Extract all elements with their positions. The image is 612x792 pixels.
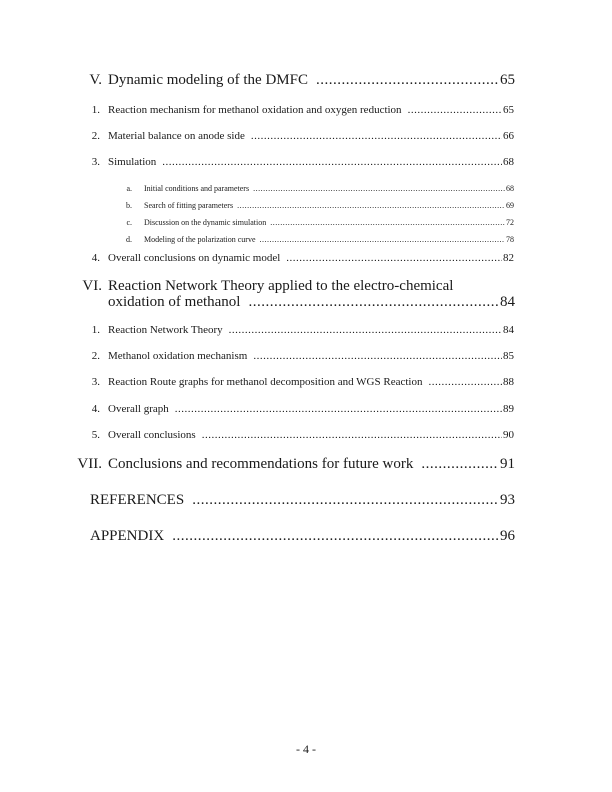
toc-leader bbox=[428, 376, 502, 388]
toc-title: Initial conditions and parameters bbox=[144, 184, 250, 193]
toc-leader bbox=[270, 218, 505, 227]
toc-leader bbox=[202, 429, 502, 441]
toc-entry-ch6-1 bbox=[78, 324, 514, 336]
toc-title: Modeling of the polarization curve bbox=[144, 235, 256, 244]
toc-entry-ch5 bbox=[70, 72, 515, 89]
toc-page: 91 bbox=[500, 456, 515, 472]
page-number: - 4 - bbox=[296, 742, 316, 756]
toc-entry-ch5-2 bbox=[78, 130, 514, 142]
toc-number: 3. bbox=[91, 156, 100, 168]
toc-entry-ch5-1 bbox=[78, 104, 514, 116]
toc-entry-ch5-3c bbox=[118, 218, 514, 227]
toc-title: Overall conclusions on dynamic model bbox=[108, 252, 281, 264]
toc-leader bbox=[172, 528, 498, 545]
toc-title: oxidation of methanol bbox=[108, 294, 241, 310]
toc-entry-appendix bbox=[90, 528, 515, 545]
toc-leader bbox=[421, 456, 498, 473]
toc-page: 82 bbox=[503, 252, 514, 264]
toc-title: Material balance on anode side bbox=[108, 130, 245, 142]
toc-page: 72 bbox=[506, 218, 514, 227]
toc-title: Reaction Network Theory bbox=[108, 324, 223, 336]
toc-page: 88 bbox=[503, 376, 514, 388]
toc-leader bbox=[286, 252, 502, 264]
toc-number: b. bbox=[126, 201, 132, 210]
toc-title: Reaction Network Theory applied to the electro-chemical bbox=[108, 278, 454, 294]
toc-title: Methanol oxidation mechanism bbox=[108, 350, 248, 362]
toc-number: VII. bbox=[77, 456, 102, 472]
toc-page: 78 bbox=[506, 235, 514, 244]
toc-entry-ch6-4 bbox=[78, 403, 514, 415]
toc-title: Overall conclusions bbox=[108, 429, 196, 441]
toc-leader bbox=[192, 492, 498, 509]
toc-number: 4. bbox=[91, 252, 100, 264]
toc-page: 65 bbox=[500, 72, 515, 88]
toc-page: 84 bbox=[500, 294, 515, 310]
toc-leader bbox=[253, 184, 505, 193]
toc-number: 1. bbox=[91, 104, 100, 116]
toc-entry-references bbox=[90, 492, 515, 509]
toc-title: Reaction Route graphs for methanol decomposition and WGS Reaction bbox=[108, 376, 423, 388]
toc-leader bbox=[175, 403, 502, 415]
toc-number: c. bbox=[126, 218, 132, 227]
toc-title: Dynamic modeling of the DMFC bbox=[108, 72, 308, 88]
toc-number: 5. bbox=[91, 429, 100, 441]
toc-number: V. bbox=[89, 72, 102, 88]
toc-title: Search of fitting parameters bbox=[144, 201, 234, 210]
toc-leader bbox=[260, 235, 505, 244]
toc-page: 89 bbox=[503, 403, 514, 415]
toc-title: Conclusions and recommendations for future work bbox=[108, 456, 414, 472]
toc-number: 2. bbox=[91, 350, 100, 362]
toc-title: Discussion on the dynamic simulation bbox=[144, 218, 267, 227]
toc-page: 84 bbox=[503, 324, 514, 336]
toc-leader bbox=[162, 156, 502, 168]
toc-number: 3. bbox=[91, 376, 100, 388]
toc-entry-ch5-3 bbox=[78, 156, 514, 168]
toc-page: 65 bbox=[503, 104, 514, 116]
toc-number: 2. bbox=[91, 130, 100, 142]
toc-title: Reaction mechanism for methanol oxidation and oxygen reduction bbox=[108, 104, 402, 116]
toc-leader bbox=[248, 294, 498, 311]
toc-page: 90 bbox=[503, 429, 514, 441]
toc-number: a. bbox=[126, 184, 132, 193]
toc-entry-ch6-3 bbox=[78, 376, 514, 388]
toc-number: 4. bbox=[91, 403, 100, 415]
toc-entry-ch5-3d bbox=[118, 235, 514, 244]
toc-entry-ch6-2 bbox=[78, 350, 514, 362]
toc-title: REFERENCES bbox=[90, 492, 185, 508]
toc-entry-ch5-3a bbox=[118, 184, 514, 193]
toc-entry-ch6-line1 bbox=[70, 278, 453, 295]
toc-entry-ch6-line2 bbox=[108, 294, 515, 311]
toc-number: VI. bbox=[82, 278, 102, 294]
toc-leader bbox=[408, 104, 502, 116]
toc-entry-ch5-4 bbox=[78, 252, 514, 264]
toc-page: 85 bbox=[503, 350, 514, 362]
toc-page: 68 bbox=[506, 184, 514, 193]
toc-entry-ch5-3b bbox=[118, 201, 514, 210]
toc-leader bbox=[253, 350, 502, 362]
toc-leader bbox=[229, 324, 502, 336]
toc-page: 66 bbox=[503, 130, 514, 142]
toc-entry-ch6-5 bbox=[78, 429, 514, 441]
toc-number: 1. bbox=[91, 324, 100, 336]
toc-page: 96 bbox=[500, 528, 515, 544]
toc-page: 68 bbox=[503, 156, 514, 168]
toc-page: 93 bbox=[500, 492, 515, 508]
toc-leader bbox=[237, 201, 505, 210]
toc-leader bbox=[251, 130, 502, 142]
toc-page: 69 bbox=[506, 201, 514, 210]
toc-title: APPENDIX bbox=[90, 528, 165, 544]
toc-leader bbox=[316, 72, 498, 89]
toc-entry-ch7 bbox=[70, 456, 515, 473]
toc-title: Simulation bbox=[108, 156, 157, 168]
toc-number: d. bbox=[126, 235, 132, 244]
toc-title: Overall graph bbox=[108, 403, 169, 415]
